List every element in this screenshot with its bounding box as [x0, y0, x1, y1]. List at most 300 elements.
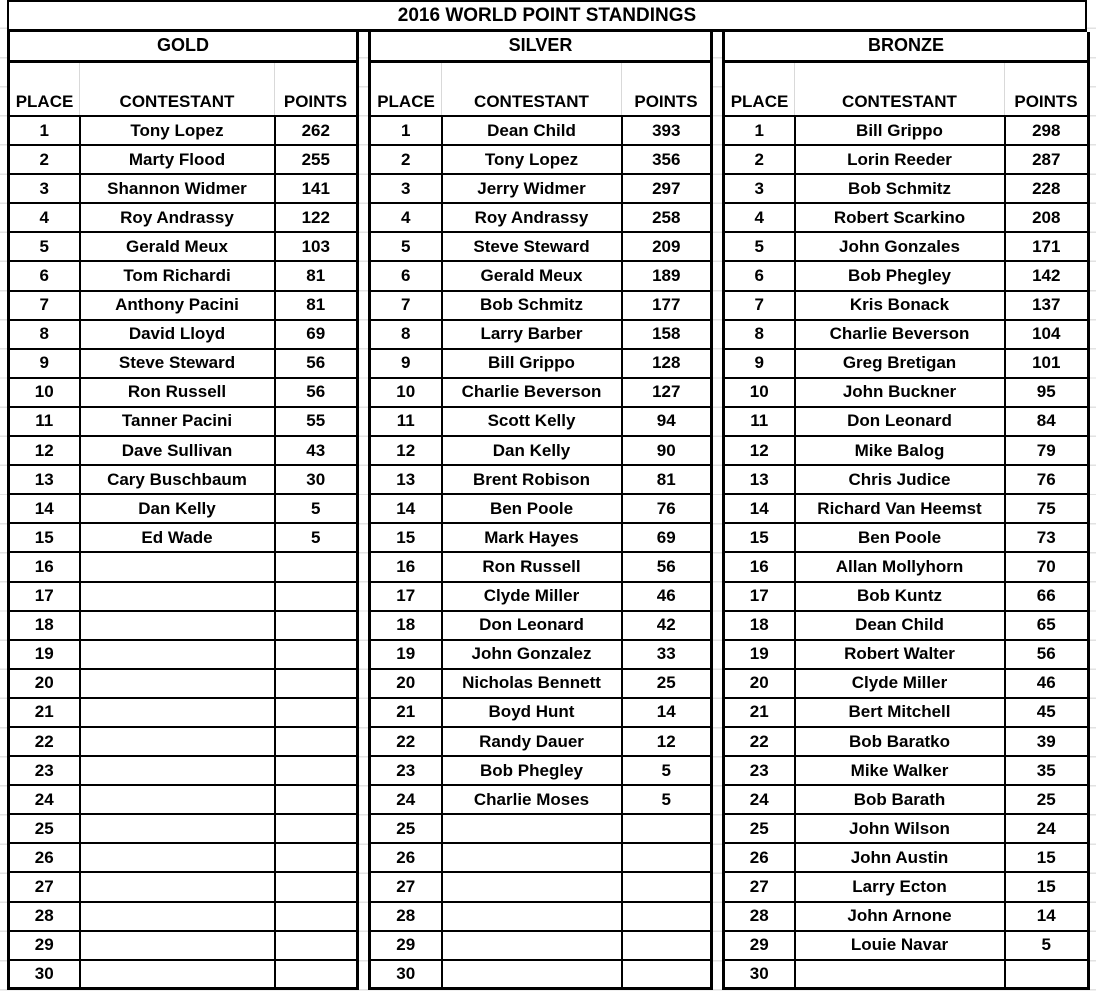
points-cell: 39	[1005, 727, 1089, 756]
contestant-cell: Richard Van Heemst	[795, 494, 1005, 523]
place-cell: 6	[724, 261, 795, 290]
contestant-cell: Randy Dauer	[442, 727, 622, 756]
contestant-cell	[80, 960, 275, 989]
points-cell: 104	[1005, 320, 1089, 349]
points-cell: 103	[275, 232, 358, 261]
points-cell: 258	[622, 203, 712, 232]
contestant-cell: Larry Ecton	[795, 872, 1005, 901]
place-cell: 20	[9, 669, 80, 698]
contestant-cell: Kris Bonack	[795, 291, 1005, 320]
table-row	[9, 349, 358, 378]
place-cell: 22	[370, 727, 442, 756]
contestant-cell: John Gonzalez	[442, 640, 622, 669]
contestant-cell	[80, 785, 275, 814]
place-cell: 16	[724, 552, 795, 581]
contestant-cell: Brent Robison	[442, 465, 622, 494]
points-cell	[275, 814, 358, 843]
place-cell: 27	[724, 872, 795, 901]
table-row	[724, 232, 1089, 261]
contestant-cell: Bob Phegley	[442, 756, 622, 785]
place-cell: 25	[370, 814, 442, 843]
points-cell	[275, 727, 358, 756]
contestant-cell: Marty Flood	[80, 145, 275, 174]
points-cell: 84	[1005, 407, 1089, 436]
table-row	[370, 174, 712, 203]
table-row	[9, 174, 358, 203]
table-row	[370, 814, 712, 843]
section-header-row	[724, 32, 1089, 61]
points-cell	[275, 785, 358, 814]
place-cell: 13	[9, 465, 80, 494]
points-cell: 25	[622, 669, 712, 698]
standings-table-bronze	[722, 32, 1090, 990]
place-cell: 11	[370, 407, 442, 436]
table-row	[9, 611, 358, 640]
place-cell: 4	[9, 203, 80, 232]
contestant-cell: Tom Richardi	[80, 261, 275, 290]
points-cell: 81	[275, 291, 358, 320]
table-row	[9, 378, 358, 407]
contestant-cell: Ed Wade	[80, 523, 275, 552]
contestant-cell: Ron Russell	[80, 378, 275, 407]
points-cell	[622, 872, 712, 901]
place-cell: 1	[724, 116, 795, 145]
points-cell: 5	[622, 756, 712, 785]
points-cell: 75	[1005, 494, 1089, 523]
table-row	[724, 843, 1089, 872]
table-row	[370, 756, 712, 785]
contestant-cell	[80, 872, 275, 901]
place-cell: 9	[370, 349, 442, 378]
table-row	[9, 203, 358, 232]
points-cell: 15	[1005, 872, 1089, 901]
gold-rows	[9, 116, 358, 989]
contestant-cell: Boyd Hunt	[442, 698, 622, 727]
contestant-cell	[80, 669, 275, 698]
table-row	[724, 814, 1089, 843]
table-row	[9, 407, 358, 436]
points-cell	[622, 902, 712, 931]
table-row	[370, 785, 712, 814]
place-cell: 21	[724, 698, 795, 727]
place-cell: 2	[724, 145, 795, 174]
contestant-cell: Larry Barber	[442, 320, 622, 349]
contestant-cell: Bob Schmitz	[795, 174, 1005, 203]
table-row	[9, 261, 358, 290]
contestant-cell: Dave Sullivan	[80, 436, 275, 465]
table-row	[9, 872, 358, 901]
points-cell: 5	[275, 523, 358, 552]
points-cell: 79	[1005, 436, 1089, 465]
contestant-cell	[442, 843, 622, 872]
place-cell: 19	[724, 640, 795, 669]
place-cell: 26	[370, 843, 442, 872]
points-cell: 189	[622, 261, 712, 290]
place-cell: 15	[724, 523, 795, 552]
contestant-cell: Ben Poole	[442, 494, 622, 523]
contestant-cell: Bob Schmitz	[442, 291, 622, 320]
contestant-cell: John Austin	[795, 843, 1005, 872]
column-header-row	[724, 61, 1089, 116]
points-cell: 137	[1005, 291, 1089, 320]
table-row	[9, 698, 358, 727]
table-row	[9, 523, 358, 552]
table-row	[9, 785, 358, 814]
points-cell: 69	[275, 320, 358, 349]
points-cell: 45	[1005, 698, 1089, 727]
column-header-place: PLACE	[724, 61, 795, 116]
contestant-cell: Bill Grippo	[795, 116, 1005, 145]
place-cell: 24	[370, 785, 442, 814]
contestant-cell: Ben Poole	[795, 523, 1005, 552]
place-cell: 8	[370, 320, 442, 349]
table-row	[370, 640, 712, 669]
table-row	[9, 843, 358, 872]
table-row	[370, 523, 712, 552]
points-cell: 5	[622, 785, 712, 814]
place-cell: 24	[724, 785, 795, 814]
place-cell: 11	[9, 407, 80, 436]
points-cell: 46	[622, 582, 712, 611]
points-cell: 43	[275, 436, 358, 465]
contestant-cell: Don Leonard	[795, 407, 1005, 436]
place-cell: 18	[9, 611, 80, 640]
place-cell: 3	[9, 174, 80, 203]
place-cell: 4	[370, 203, 442, 232]
column-header-place: PLACE	[9, 61, 80, 116]
points-cell	[275, 698, 358, 727]
place-cell: 14	[724, 494, 795, 523]
table-row	[370, 407, 712, 436]
section-header-gold: GOLD	[9, 32, 358, 61]
bronze-rows	[724, 116, 1089, 989]
table-row	[724, 902, 1089, 931]
contestant-cell: Tony Lopez	[80, 116, 275, 145]
contestant-cell	[80, 698, 275, 727]
table-row	[370, 203, 712, 232]
points-cell	[1005, 960, 1089, 989]
contestant-cell	[442, 902, 622, 931]
contestant-cell: Mike Walker	[795, 756, 1005, 785]
place-cell: 18	[724, 611, 795, 640]
contestant-cell	[80, 756, 275, 785]
table-row	[370, 291, 712, 320]
table-row	[9, 640, 358, 669]
contestant-cell: Jerry Widmer	[442, 174, 622, 203]
place-cell: 14	[9, 494, 80, 523]
place-cell: 16	[9, 552, 80, 581]
table-row	[370, 232, 712, 261]
column-header-row	[370, 61, 712, 116]
contestant-cell: Dean Child	[795, 611, 1005, 640]
points-cell	[275, 960, 358, 989]
column-header-points: POINTS	[275, 61, 358, 116]
place-cell: 28	[9, 902, 80, 931]
table-row	[370, 494, 712, 523]
contestant-cell: Clyde Miller	[442, 582, 622, 611]
place-cell: 23	[9, 756, 80, 785]
place-cell: 3	[724, 174, 795, 203]
table-row	[9, 960, 358, 989]
place-cell: 6	[370, 261, 442, 290]
contestant-cell: David Lloyd	[80, 320, 275, 349]
contestant-cell	[442, 960, 622, 989]
place-cell: 20	[370, 669, 442, 698]
silver-rows	[370, 116, 712, 989]
place-cell: 5	[370, 232, 442, 261]
points-cell: 142	[1005, 261, 1089, 290]
place-cell: 26	[9, 843, 80, 872]
table-row	[724, 145, 1089, 174]
place-cell: 7	[9, 291, 80, 320]
table-row	[724, 261, 1089, 290]
contestant-cell	[80, 552, 275, 581]
place-cell: 17	[724, 582, 795, 611]
place-cell: 29	[370, 931, 442, 960]
table-row	[724, 872, 1089, 901]
contestant-cell: Charlie Moses	[442, 785, 622, 814]
table-row	[370, 727, 712, 756]
table-row	[9, 756, 358, 785]
contestant-cell: Tony Lopez	[442, 145, 622, 174]
table-row	[724, 523, 1089, 552]
points-cell: 177	[622, 291, 712, 320]
points-cell	[275, 902, 358, 931]
points-cell: 101	[1005, 349, 1089, 378]
standings-table-silver	[368, 32, 713, 990]
points-cell	[275, 843, 358, 872]
table-row	[724, 320, 1089, 349]
table-row	[9, 232, 358, 261]
contestant-cell: Gerald Meux	[442, 261, 622, 290]
table-row	[724, 582, 1089, 611]
contestant-cell	[80, 814, 275, 843]
points-cell	[275, 552, 358, 581]
table-row	[370, 116, 712, 145]
contestant-cell: Bob Baratko	[795, 727, 1005, 756]
place-cell: 9	[9, 349, 80, 378]
place-cell: 12	[724, 436, 795, 465]
contestant-cell: John Wilson	[795, 814, 1005, 843]
contestant-cell: John Gonzales	[795, 232, 1005, 261]
table-row	[724, 611, 1089, 640]
points-cell	[622, 814, 712, 843]
table-row	[9, 727, 358, 756]
points-cell: 5	[275, 494, 358, 523]
place-cell: 7	[724, 291, 795, 320]
table-row	[9, 494, 358, 523]
place-cell: 23	[724, 756, 795, 785]
points-cell: 393	[622, 116, 712, 145]
table-row	[370, 611, 712, 640]
contestant-cell	[80, 902, 275, 931]
place-cell: 20	[724, 669, 795, 698]
contestant-cell: Greg Bretigan	[795, 349, 1005, 378]
points-cell: 122	[275, 203, 358, 232]
table-row	[9, 436, 358, 465]
contestant-cell	[442, 814, 622, 843]
points-cell: 356	[622, 145, 712, 174]
column-header-row	[9, 61, 358, 116]
table-row	[370, 465, 712, 494]
table-row	[370, 582, 712, 611]
contestant-cell: Robert Walter	[795, 640, 1005, 669]
table-row	[370, 320, 712, 349]
place-cell: 30	[9, 960, 80, 989]
points-cell: 56	[275, 378, 358, 407]
section-header-silver: SILVER	[370, 32, 712, 61]
points-cell: 5	[1005, 931, 1089, 960]
points-cell	[275, 872, 358, 901]
contestant-cell: Lorin Reeder	[795, 145, 1005, 174]
contestant-cell: Gerald Meux	[80, 232, 275, 261]
contestant-cell: Roy Andrassy	[80, 203, 275, 232]
section-header-bronze: BRONZE	[724, 32, 1089, 61]
column-header-contestant: CONTESTANT	[795, 61, 1005, 116]
table-row	[724, 552, 1089, 581]
place-cell: 17	[370, 582, 442, 611]
place-cell: 23	[370, 756, 442, 785]
table-row	[724, 436, 1089, 465]
place-cell: 12	[370, 436, 442, 465]
place-cell: 13	[370, 465, 442, 494]
contestant-cell: Cary Buschbaum	[80, 465, 275, 494]
table-row	[9, 582, 358, 611]
points-cell: 95	[1005, 378, 1089, 407]
points-cell: 158	[622, 320, 712, 349]
column-header-contestant: CONTESTANT	[442, 61, 622, 116]
points-cell: 287	[1005, 145, 1089, 174]
points-cell: 33	[622, 640, 712, 669]
contestant-cell: Don Leonard	[442, 611, 622, 640]
points-cell	[275, 582, 358, 611]
table-row	[9, 465, 358, 494]
table-row	[370, 145, 712, 174]
points-cell: 46	[1005, 669, 1089, 698]
contestant-cell: Allan Mollyhorn	[795, 552, 1005, 581]
place-cell: 29	[724, 931, 795, 960]
points-cell	[275, 756, 358, 785]
contestant-cell: Tanner Pacini	[80, 407, 275, 436]
place-cell: 1	[370, 116, 442, 145]
contestant-cell: Chris Judice	[795, 465, 1005, 494]
place-cell: 29	[9, 931, 80, 960]
column-header-place: PLACE	[370, 61, 442, 116]
table-row	[724, 349, 1089, 378]
place-cell: 16	[370, 552, 442, 581]
contestant-cell: Dan Kelly	[80, 494, 275, 523]
table-row	[370, 843, 712, 872]
contestant-cell: Charlie Beverson	[442, 378, 622, 407]
contestant-cell	[795, 960, 1005, 989]
table-row	[9, 931, 358, 960]
table-row	[370, 872, 712, 901]
place-cell: 19	[9, 640, 80, 669]
table-row	[724, 494, 1089, 523]
contestant-cell	[80, 611, 275, 640]
place-cell: 21	[370, 698, 442, 727]
points-cell	[275, 611, 358, 640]
points-cell	[622, 843, 712, 872]
table-row	[724, 698, 1089, 727]
table-row	[724, 465, 1089, 494]
place-cell: 28	[370, 902, 442, 931]
contestant-cell: Steve Steward	[80, 349, 275, 378]
table-row	[724, 407, 1089, 436]
place-cell: 14	[370, 494, 442, 523]
place-cell: 26	[724, 843, 795, 872]
place-cell: 7	[370, 291, 442, 320]
contestant-cell	[442, 931, 622, 960]
contestant-cell: Mark Hayes	[442, 523, 622, 552]
points-cell: 70	[1005, 552, 1089, 581]
points-cell: 30	[275, 465, 358, 494]
contestant-cell: Louie Navar	[795, 931, 1005, 960]
table-row	[9, 116, 358, 145]
table-row	[724, 378, 1089, 407]
table-row	[724, 756, 1089, 785]
points-cell: 14	[622, 698, 712, 727]
points-cell: 73	[1005, 523, 1089, 552]
table-row	[724, 931, 1089, 960]
place-cell: 19	[370, 640, 442, 669]
table-row	[370, 378, 712, 407]
place-cell: 8	[724, 320, 795, 349]
table-row	[370, 902, 712, 931]
contestant-cell	[80, 843, 275, 872]
points-cell	[622, 960, 712, 989]
points-cell: 55	[275, 407, 358, 436]
place-cell: 1	[9, 116, 80, 145]
place-cell: 10	[370, 378, 442, 407]
contestant-cell: John Buckner	[795, 378, 1005, 407]
points-cell: 81	[622, 465, 712, 494]
place-cell: 2	[9, 145, 80, 174]
points-cell: 24	[1005, 814, 1089, 843]
place-cell: 25	[724, 814, 795, 843]
contestant-cell: Shannon Widmer	[80, 174, 275, 203]
table-row	[370, 931, 712, 960]
points-cell: 208	[1005, 203, 1089, 232]
table-row	[724, 640, 1089, 669]
points-cell: 81	[275, 261, 358, 290]
place-cell: 5	[9, 232, 80, 261]
contestant-cell: Scott Kelly	[442, 407, 622, 436]
place-cell: 27	[370, 872, 442, 901]
contestant-cell	[80, 727, 275, 756]
contestant-cell: Ron Russell	[442, 552, 622, 581]
place-cell: 22	[724, 727, 795, 756]
table-row	[724, 116, 1089, 145]
place-cell: 2	[370, 145, 442, 174]
contestant-cell: Bill Grippo	[442, 349, 622, 378]
place-cell: 10	[9, 378, 80, 407]
place-cell: 28	[724, 902, 795, 931]
contestant-cell: Bob Phegley	[795, 261, 1005, 290]
table-row	[370, 698, 712, 727]
points-cell: 56	[622, 552, 712, 581]
points-cell: 76	[622, 494, 712, 523]
contestant-cell: Charlie Beverson	[795, 320, 1005, 349]
place-cell: 9	[724, 349, 795, 378]
place-cell: 15	[370, 523, 442, 552]
points-cell	[275, 669, 358, 698]
contestant-cell	[442, 872, 622, 901]
table-row	[9, 814, 358, 843]
table-row	[9, 552, 358, 581]
table-row	[9, 291, 358, 320]
points-cell: 66	[1005, 582, 1089, 611]
